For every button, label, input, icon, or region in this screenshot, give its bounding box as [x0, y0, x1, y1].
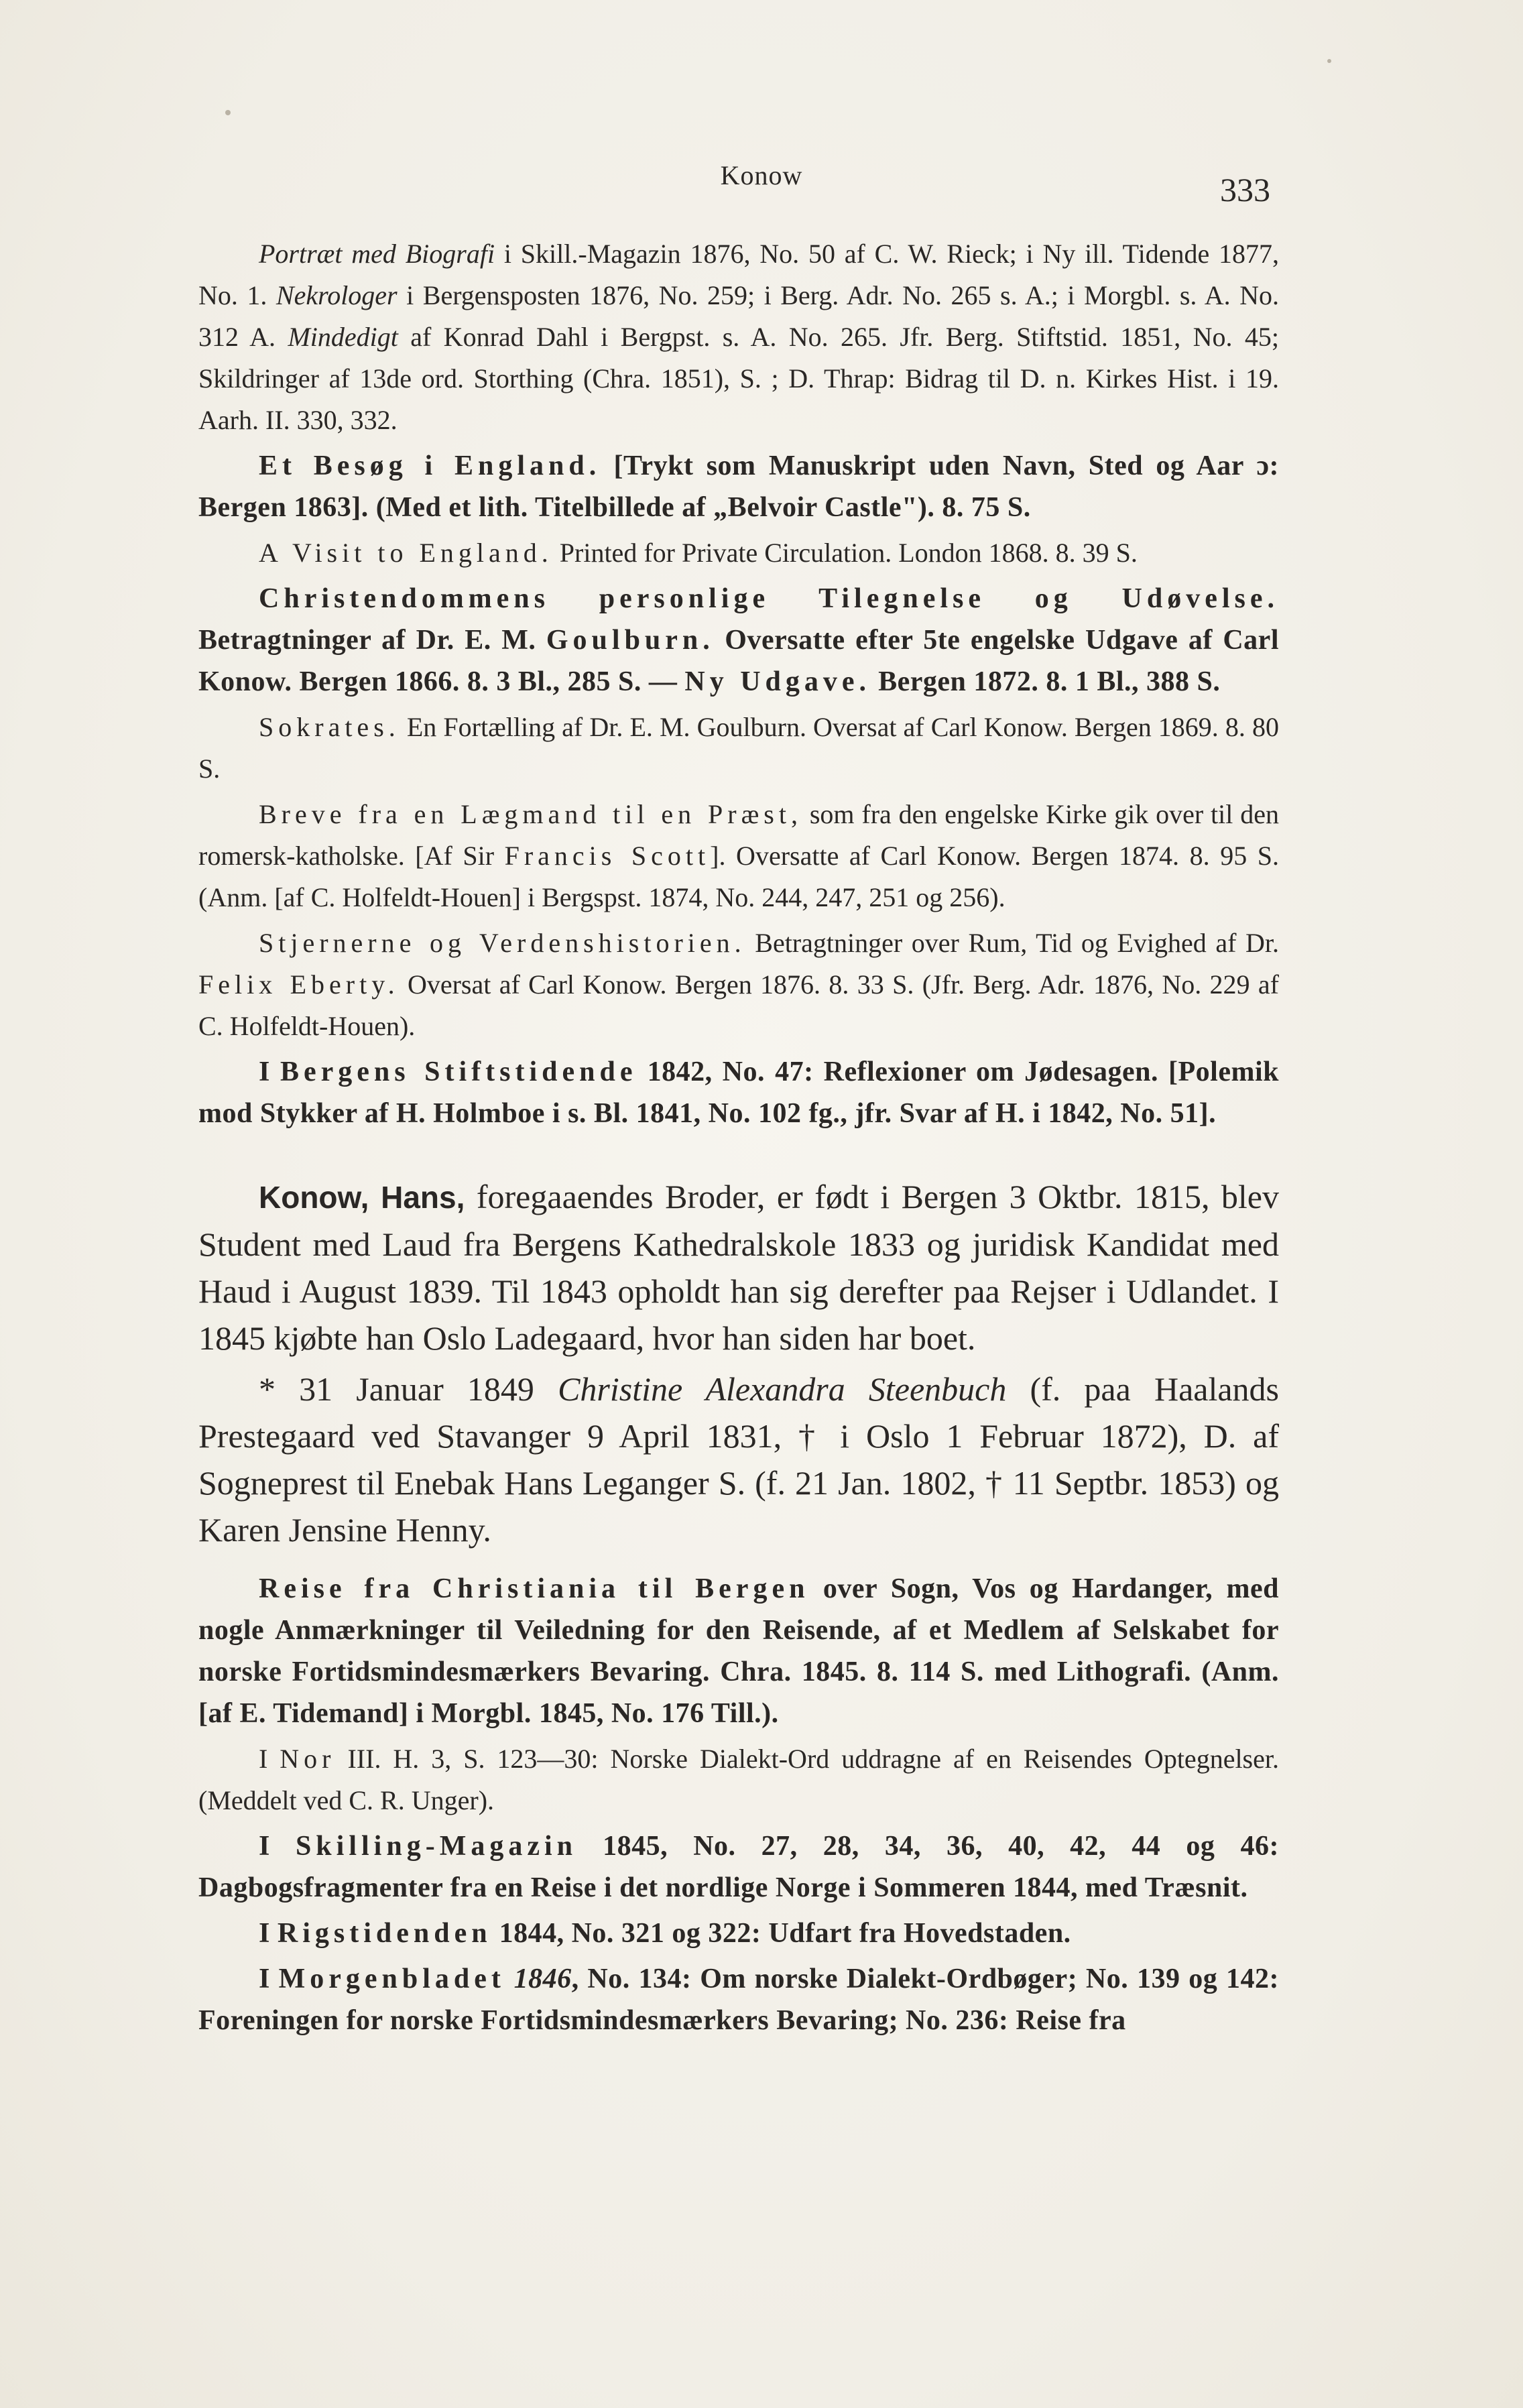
bibliography-entry [198, 445, 1279, 528]
entry-text: * 31 Januar 1849 [259, 1370, 558, 1408]
italic-title: Portræt med Biografi [259, 239, 495, 269]
entry-text: I [259, 1744, 280, 1774]
entry-text: Betragtninger over Rum, Tid og Evighed af Dr. [745, 928, 1279, 958]
spaced-title: Ny Udgave. [684, 666, 871, 697]
entry-text: [Trykt som Manuskript uden Navn, Sted og Aar ɔ: Bergen 1863]. (Med et lith. Titelbillede af „Belvoir Castle"). 8. 75 S. [198, 450, 1279, 523]
entry-text: 1842, No. 47: Reflexioner om Jødesagen. [Polemik mod Stykker af H. Holmboe i s. Bl. 1841, No. 102 fg., jfr. Svar af H. i 1842, No. 51]. [198, 1057, 1279, 1129]
spaced-title: Felix Eberty. [198, 969, 400, 1000]
spaced-title: Morgenbladet [278, 1964, 505, 1994]
bibliography-entry [198, 578, 1279, 703]
entry-text: i Bergensposten 1876, No. 259; i Berg. Adr. No. 265 s. A.; i Morgbl. s. A. No. 312 A. [198, 280, 1279, 352]
bibliography-entry [198, 794, 1279, 918]
italic-title: Christine Alexandra Steenbuch [558, 1370, 1007, 1408]
bibliography-entry [198, 1825, 1279, 1909]
paper-speck [225, 110, 231, 115]
bibliography-entry [198, 532, 1279, 574]
bibliography-entry [198, 1051, 1279, 1134]
spaced-title: Skilling-Magazin [295, 1831, 578, 1862]
spaced-title: Christendommens personlige Tilegnelse og Udøvelse. [259, 583, 1279, 614]
entry-text: af Konrad Dahl i Bergpst. s. A. No. 265. Jfr. Berg. Stiftstid. 1851, No. 45; Skildringer af 13de ord. Storthing (Chra. 1851), S. ; D. Thrap: Bidrag til D. n. Kirkes Hist. i 19. Aarh. II. 330, 332. [198, 322, 1279, 435]
spaced-title: Francis Scott [504, 841, 711, 871]
paper-speck [1327, 59, 1331, 63]
spaced-title: Goulburn. [546, 625, 715, 656]
entry-text: ]. Oversatte af Carl Konow. Bergen 1874. 8. 95 S. (Anm. [af C. Holfeldt-Houen] i Bergspst. 1874, No. 244, 247, 251 og 256). [198, 841, 1280, 912]
entry-text: III. H. 3, S. 123—30: Norske Dialekt-Ord uddragne af en Reisendes Optegnelser. (Meddelt ved C. R. Unger). [198, 1744, 1279, 1815]
entry-text [505, 1964, 514, 1994]
spaced-title: Breve fra en Lægmand til en Præst, [259, 799, 802, 829]
bibliography-entry [198, 922, 1279, 1047]
bibliography-entry [198, 233, 1279, 441]
entry-text: Bergen 1872. 8. 1 Bl., 388 S. [871, 666, 1221, 697]
italic-title: 1846 [513, 1964, 572, 1994]
bibliography-entry [198, 1568, 1279, 1734]
spaced-title: Stjernerne og Verdenshistorien. [259, 928, 746, 958]
bibliography-entry [198, 1913, 1279, 1954]
entry-text: som fra den engelske Kirke gik over til den romersk-katholske. [Af Sir [198, 799, 1280, 871]
entry-text: Oversatte efter 5te engelske Udgave af Carl Konow. Bergen 1866. 8. 3 Bl., 285 S. — [198, 625, 1279, 697]
spaced-title: Et Besøg i England. [259, 450, 601, 481]
entry-text: I [259, 1057, 280, 1087]
entry-text: i Skill.-Magazin 1876, No. 50 af C. W. Rieck; i Ny ill. Tidende 1877, No. 1. [198, 239, 1280, 310]
entry-text: over Sogn, Vos og Hardanger, med nogle Anmærkninger til Veiledning for den Reisende, af et Medlem af Selskabet for norske Fortidsmindesmærkers Bevaring. Chra. 1845. 8. 114 S. med Lithografi. (Anm. [af E. Tidemand] i Morgbl. 1845, No. 176 Till.). [198, 1573, 1280, 1729]
spaced-title: Reise fra Christiania til Bergen [259, 1573, 810, 1604]
entry-text: foregaaendes Broder, er født i Bergen 3 Oktbr. 1815, blev Student med Laud fra Bergens Kathedralskole 1833 og juridisk Kandidat med Haud i August 1839. Til 1843 opholdt han sig derefter paa Rejser i Udlandet. I 1845 kjøbte han Oslo Ladegaard, hvor han siden har boet. [198, 1178, 1280, 1357]
bibliography-entry [198, 1738, 1279, 1821]
entry-text: I [259, 1831, 296, 1862]
entry-text: 1844, No. 321 og 322: Udfart fra Hovedstaden. [491, 1918, 1071, 1949]
italic-title: Mindedigt [288, 322, 398, 352]
spaced-title: Sokrates. [259, 712, 400, 742]
page-number: 333 [1220, 171, 1270, 208]
entry-text: Printed for Private Circulation. London 1868. 8. 39 S. [552, 538, 1138, 568]
spaced-title: Nor [280, 1744, 336, 1774]
entry-text: I [259, 1918, 278, 1949]
entry-text: (f. paa Haalands Prestegaard ved Stavanger 9 April 1831, † i Oslo 1 Februar 1872), D. af Sogneprest til Enebak Hans Leganger S. (f. 21 Jan. 1802, † 11 Septbr. 1853) og Karen Jensine Henny. [198, 1370, 1279, 1549]
italic-title: Nekrologer [276, 280, 398, 310]
spaced-title: Bergens Stiftstidende [280, 1057, 637, 1087]
bibliography-entry [198, 1958, 1279, 2041]
entry-text: 1845, No. 27, 28, 34, 36, 40, 42, 44 og 46: Dagbogsfragmenter fra en Reise i det nordlige Norge i Sommeren 1844, med Træsnit. [198, 1831, 1279, 1903]
spaced-title: A Visit to England. [259, 538, 553, 568]
body-text [198, 233, 1279, 2041]
entry-text: Oversat af Carl Konow. Bergen 1876. 8. 33 S. (Jfr. Berg. Adr. 1876, No. 229 af C. Holfeldt-Houen). [198, 969, 1279, 1041]
biography-heading: Konow, Hans, [259, 1180, 465, 1215]
spaced-title: Rigstidenden [277, 1918, 492, 1949]
bibliography-entry [198, 1173, 1279, 1362]
entry-text: En Fortælling af Dr. E. M. Goulburn. Oversat af Carl Konow. Bergen 1869. 8. 80 S. [198, 712, 1279, 784]
bibliography-entry [198, 1366, 1279, 1553]
entry-text: I [259, 1964, 279, 1994]
running-head: Konow [720, 160, 803, 190]
bibliography-entry [198, 707, 1279, 790]
entry-text: , No. 134: Om norske Dialekt-Ordbøger; No. 139 og 142: Foreningen for norske Fortidsmindesmærkers Bevaring; No. 236: Reise fra [198, 1964, 1280, 2036]
entry-text: Betragtninger af Dr. E. M. [198, 625, 546, 656]
